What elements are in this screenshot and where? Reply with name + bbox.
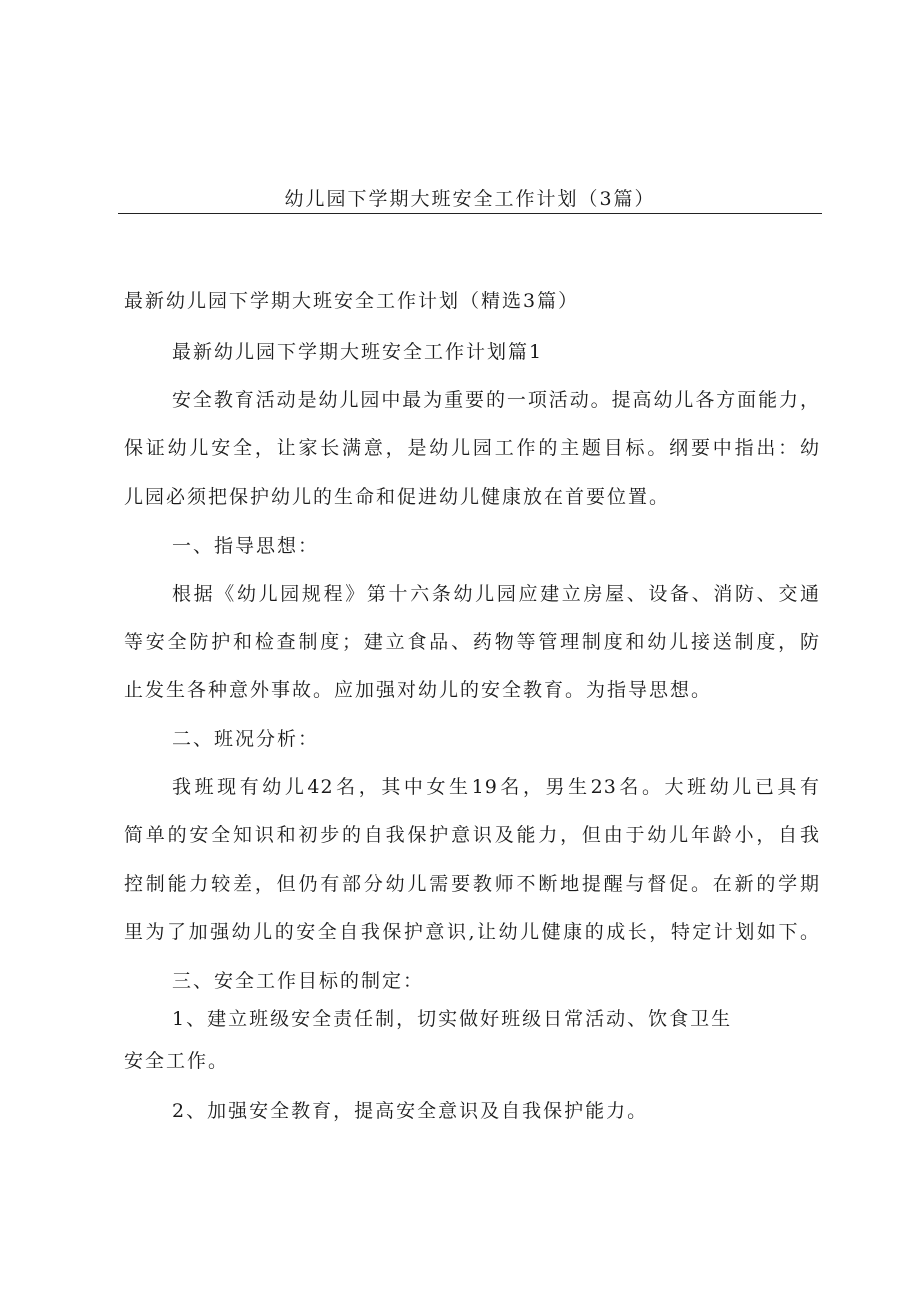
heading-class-analysis: 二、班况分析： [172,728,320,750]
goal-item-1: 1、建立班级安全责任制，切实做好班级日常活动、饮食卫生 [172,1008,733,1030]
paragraph-line: 控制能力较差，但仍有部分幼儿需要教师不断地提醒与督促。在新的学期 [124,873,820,895]
intro-line: 儿园必须把保护幼儿的生命和促进幼儿健康放在首要位置。 [124,486,671,508]
intro-line: 安全教育活动是幼儿园中最为重要的一项活动。提高幼儿各方面能力， [172,389,820,411]
document-title: 幼儿园下学期大班安全工作计划（3篇） [284,188,656,210]
section-title: 最新幼儿园下学期大班安全工作计划篇1 [172,341,544,363]
goal-item-2: 2、加强安全教育，提高安全意识及自我保护能力。 [172,1100,649,1122]
title-underline [118,213,822,214]
heading-safety-goals: 三、安全工作目标的制定： [172,970,425,992]
paragraph-line: 里为了加强幼儿的安全自我保护意识,让幼儿健康的成长，特定计划如下。 [124,921,820,943]
paragraph-line: 根据《幼儿园规程》第十六条幼儿园应建立房屋、设备、消防、交通 [172,583,820,605]
paragraph-line: 我班现有幼儿42名，其中女生19名，男生23名。大班幼儿已具有 [172,776,820,798]
paragraph-line: 等安全防护和检查制度；建立食品、药物等管理制度和幼儿接送制度，防 [124,631,820,653]
goal-item-1-continued: 安全工作。 [124,1050,230,1072]
document-subtitle: 最新幼儿园下学期大班安全工作计划（精选3篇） [124,290,580,312]
paragraph-line: 简单的安全知识和初步的自我保护意识及能力，但由于幼儿年龄小，自我 [124,824,820,846]
paragraph-line: 止发生各种意外事故。应加强对幼儿的安全教育。为指导思想。 [124,679,713,701]
heading-guiding-ideology: 一、指导思想： [172,535,320,557]
intro-line: 保证幼儿安全，让家长满意，是幼儿园工作的主题目标。纲要中指出：幼 [124,437,820,459]
